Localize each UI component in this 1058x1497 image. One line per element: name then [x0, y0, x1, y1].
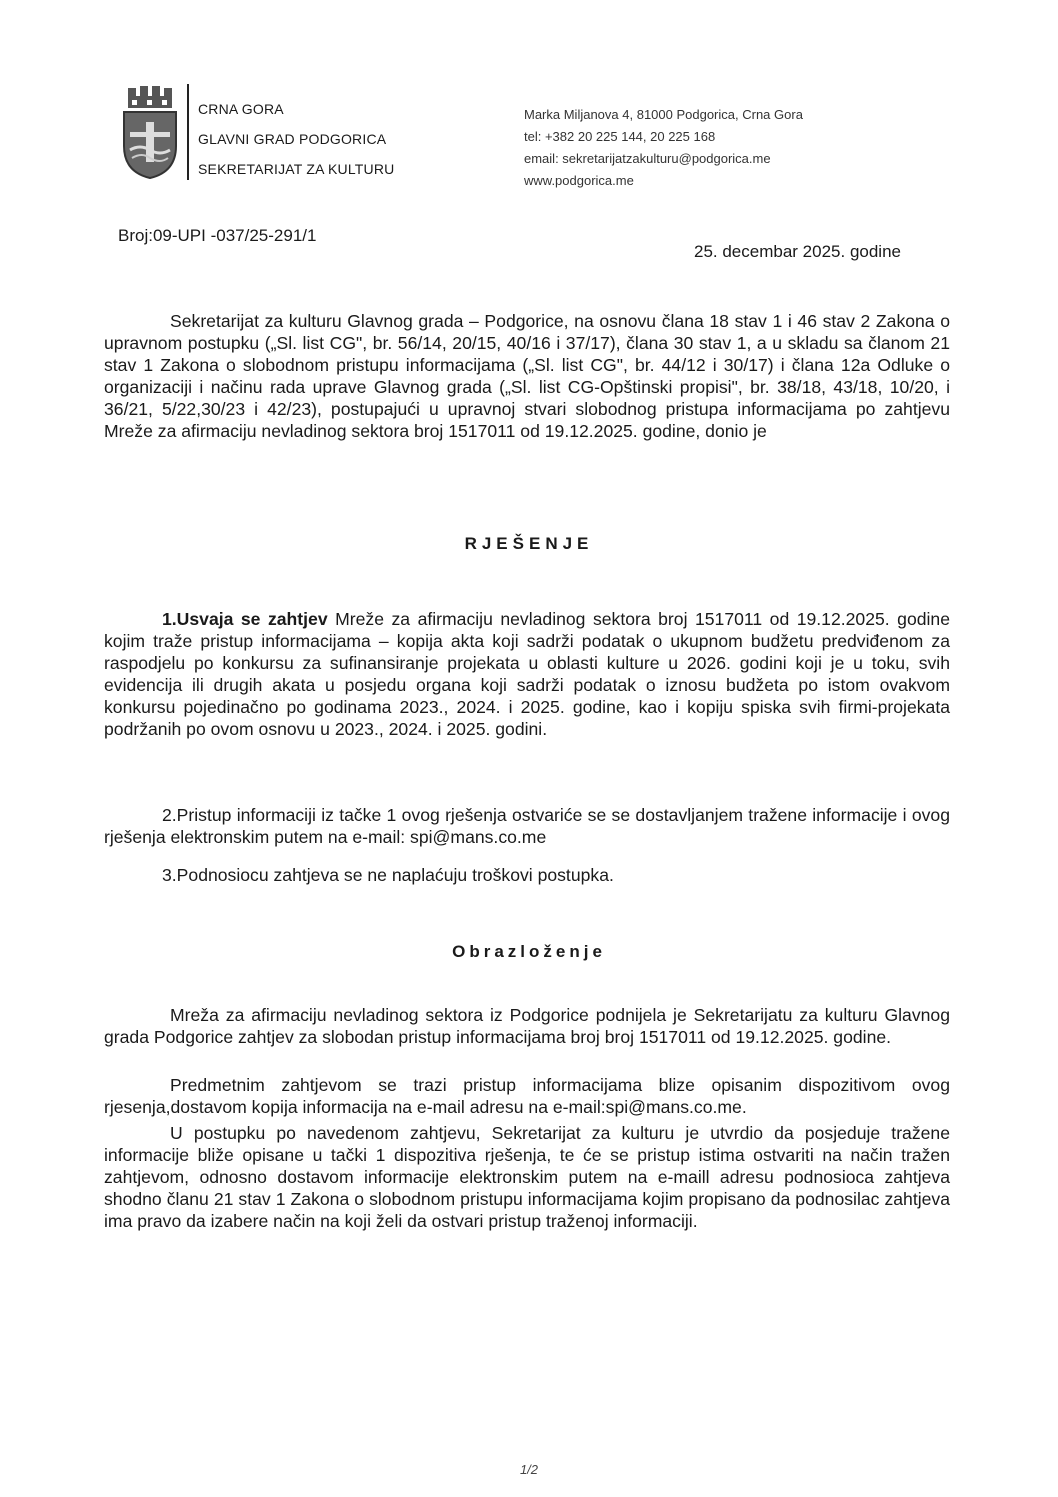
org-city: GLAVNI GRAD PODGORICA — [198, 131, 387, 147]
decision-title: RJEŠENJE — [464, 534, 594, 553]
decision-item-2-text: 2.Pristup informaciji iz tačke 1 ovog rješenja ostvariće se se dostavljanjem tražene informacije i ovog rješenja elektronskim putem na e-mail: spi@mans.co.me — [104, 805, 950, 847]
reference-number: Broj:09-UPI -037/25-291/1 — [118, 226, 317, 245]
decision-item-3 — [104, 864, 950, 886]
org-country: CRNA GORA — [198, 101, 284, 117]
reasoning-title: Obrazloženje — [452, 942, 606, 961]
letterhead-divider — [187, 84, 189, 180]
contact-phone: tel: +382 20 225 144, 20 225 168 — [524, 129, 716, 144]
reasoning-paragraph-1: Mreža za afirmaciju nevladinog sektora iz Podgorice podnijela je Sekretarijatu za kulturu Glavnog grada Podgorice zahtjev za slobodan pristup informacijama broj broj 1517011 od 19.12.2025. godine. — [104, 1005, 950, 1047]
coat-of-arms-icon — [120, 84, 180, 180]
decision-item-2 — [104, 804, 950, 848]
intro-paragraph: Sekretarijat za kulturu Glavnog grada – Podgorice, na osnovu člana 18 stav 1 i 46 stav 2 Zakona o upravnom postupku („Sl. list CG", br. 56/14, 20/15, 40/16 i 37/17), člana 30 stav 1, a u skladu sa članom 21 stav 1 Zakona o slobodnom pristupu informacijama („Sl. list CG", br. 44/12 i 30/17) i člana 12a Odluke o organizaciji i načinu rada uprave Glavnog grada („Sl. list CG-Opštinski propisi", br. 38/18, 43/18, 10/20, i 36/21, 5/22,30/23 i 42/23), postupajući u upravnoj stvari slobodnog pristupa informacijama po zahtjevu Mreže za afirmaciju nevladinog sektora broj 1517011 od 19.12.2025. godine, donio je — [104, 311, 950, 441]
organization-block — [198, 94, 395, 184]
reasoning-paragraph-3: U postupku po navedenom zahtjevu, Sekretarijat za kulturu je utvrdio da posjeduje tražene informacije bliže opisane u tački 1 dispozitiva rješenja, te će se pristup istima ostvariti na način tražen zahtjevom, odnosno dostavom informacije elektronskim putem na e-maill adresu podnosioca zahtjeva shodno članu 21 stav 1 Zakona o slobodnom pristupu informacijama kojim propisano da podnosilac zahtjeva ima pravo da izabere način na koji želi da ostvari pristup traženoj informaciji. — [104, 1123, 950, 1231]
document-date: 25. decembar 2025. godine — [694, 242, 901, 261]
contact-email: email: sekretarijatzakulturu@podgorica.me — [524, 151, 771, 166]
contact-website: www.podgorica.me — [524, 173, 634, 188]
decision-item-3-text: 3.Podnosiocu zahtjeva se ne naplaćuju troškovi postupka. — [162, 865, 614, 885]
contact-address: Marka Miljanova 4, 81000 Podgorica, Crna Gora — [524, 107, 803, 122]
decision-item-1-text: Mreže za afirmaciju nevladinog sektora broj 1517011 od 19.12.2025. godine kojim traže pristup informacijama – kopija akta koji sadrži podatak o ukupnom budžetu predviđenom za raspodjelu po konkursu za sufinansiranje projekata u oblasti kulture u 2026. godini koji je u toku, svih evidencija ili drugih akata u posjedu organa koji sadrži podatak o iznosu budžeta po istom ovakvom konkursu pojedinačno po godinama 2023., 2024. i 2025. godine, kao i kopiju spiska svih firmi-projekata podržanih po ovom osnovu u 2023., 2024. i 2025. godini. — [104, 609, 950, 739]
decision-item-1 — [104, 608, 950, 740]
contact-block — [524, 104, 803, 192]
org-secretariat: SEKRETARIJAT ZA KULTURU — [198, 161, 395, 177]
decision-item-1-lead: 1.Usvaja se zahtjev — [162, 609, 328, 629]
page-number: 1/2 — [519, 1462, 539, 1477]
reasoning-paragraph-2: Predmetnim zahtjevom se trazi pristup informacijama blize opisanim dispozitivom ovog rjesenja,dostavom kopija informacija na e-mail adresu na e-mail:spi@mans.co.me. — [104, 1075, 950, 1117]
